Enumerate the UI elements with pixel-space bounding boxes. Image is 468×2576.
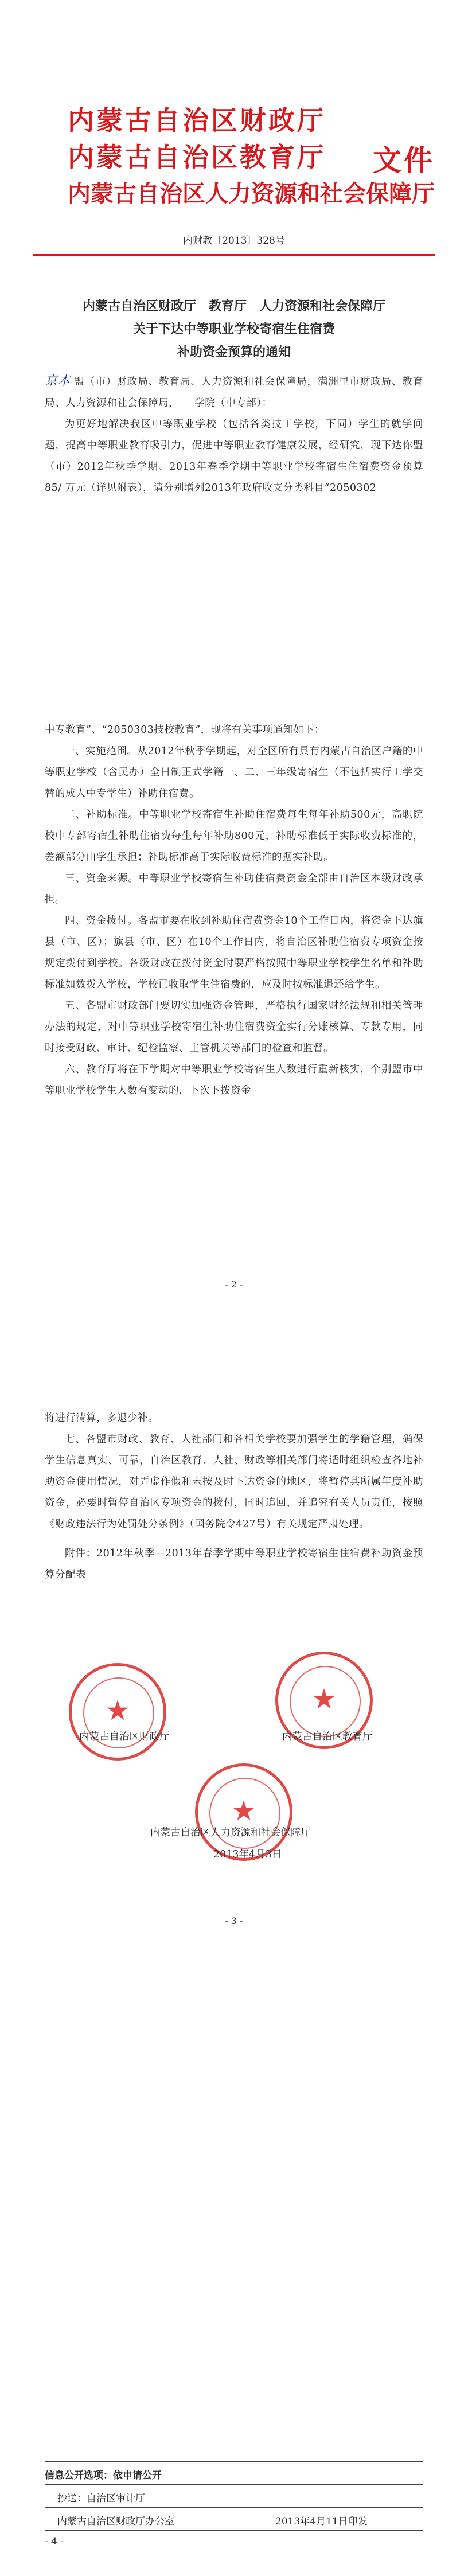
item-3: 三、资金来源。中等职业学校寄宿生补助住宿费资金全部由自治区本级财政承担。 [45, 873, 423, 905]
intro-paragraph: 为更好地解决我区中等职业学校（包括各类技工学校，下同）学生的就学问题，提高中等职业教育吸引力，促进中等职业教育健康发展，经研究，现下达你盟（市）2012年秋季学期、2013年春季学期中等职业学校寄宿生住宿费资金预算 85/ 万元（详见附表），请分别增列2013年政府收支分类科目“2050302 [45, 419, 423, 494]
page-number-2: - 2 - [225, 1279, 243, 1290]
page-number-4: - 4 - [45, 2536, 64, 2547]
continuation-paragraph-3: 将进行清算，多退少补。 [45, 1412, 158, 1424]
rule-mid-2 [45, 2507, 423, 2508]
item-5: 五、各盟市财政部门要切实加强资金管理，严格执行国家财经法规和相关管理办法的规定，对中等职业学校寄宿生补助住宿费资金实行分账核算、专款专用，同时接受财政、审计、纪检监察、主管机关等部门的检查和监督。 [45, 1000, 423, 1054]
item-2: 二、补助标准。中等职业学校寄宿生补助住宿费每生每年补助500元，高职院校中专部寄宿生补助住宿费每生每年补助800元，补助标准低于实际收费标准的，差额部分由学生承担；补助标准高于实际收费标准的据实补助。 [45, 809, 423, 863]
item-1: 一、实施范围。从2012年秋季学期起，对全区所有具有内蒙古自治区户籍的中等职业学校（含民办）全日制正式学籍一、二、三年级寄宿生（不包括实行工学交替的成人中专学生）补助住宿费。 [45, 746, 423, 799]
print-date: 2013年4月11日印发 [275, 2516, 368, 2527]
item-4: 四、资金拨付。各盟市要在收到补助住宿费资金10个工作日内，将资金下达旗县（市、区）；旗县（市、区）在10个工作日内，将自治区补助住宿费专项资金按规定拨付到学校。各级财政在拨付资金时要严格按照中等职业学校学生名单和补助标准如数拨入学校，学校已收取学生住宿费的，应及时按标准退还给学生。 [45, 915, 423, 990]
header-line-1: 内蒙古自治区财政厅 [68, 105, 326, 136]
item-7: 七、各盟市财政、教育、人社部门和各相关学校要加强学生的学籍管理，确保学生信息真实、可靠，自治区教育、人社、财政等相关部门将适时组织检查各地补助资金使用情况，对弄虚作假和未按及时下达资金的地区，将暂停其所属年度补助资金，必要时暂停自治区专项资金的拨付，同时追回，并追究有关人员责任，按照《财政违法行为处罚处分条例》（国务院令427号）有关规定严肃处理。 [45, 1434, 423, 1530]
seal-label-hr: 内蒙古自治区人力资源和社会保障厅 [150, 1827, 311, 1839]
page-2-body [45, 720, 423, 1102]
document-title [33, 295, 435, 364]
education-dept-seal: ★ [275, 1652, 373, 1749]
rule-mid-1 [45, 2484, 423, 2485]
attachment-line: 附件：2012年秋季—2013年春季学期中等职业学校寄宿生住宿费补助资金预算分配表 [45, 1548, 423, 1580]
rule-top [45, 2461, 423, 2462]
rule-bottom [45, 2530, 423, 2531]
document-header [68, 102, 435, 212]
header-line-2: 内蒙古自治区教育厅 [68, 142, 326, 173]
item-6: 六、教育厅将在下学期对中等职业学校寄宿生人数进行重新核实，个别盟市中等职业学校学生人数有变动的，下次下拨资金 [45, 1064, 423, 1096]
recipient-text: 盟（市）财政局、教育局、人力资源和社会保障局，满洲里市财政局、教育局、人力资源和社会保障局， 学院（中专部）： [45, 376, 423, 409]
document-number: 内财教〔2013〕328号 [183, 235, 285, 247]
title-line-3: 补助资金预算的通知 [177, 345, 291, 360]
continuation-paragraph: 中专教育”、“2050303技校教育”，现将有关事项通知如下： [45, 724, 325, 736]
cc-line: 抄送：自治区审计厅 [57, 2493, 145, 2504]
title-line-1: 内蒙古自治区财政厅 教育厅 人力资源和社会保障厅 [82, 299, 385, 314]
seal-label-finance: 内蒙古自治区财政厅 [79, 1731, 170, 1743]
issue-date: 2013年4月3日 [213, 1849, 282, 1860]
page-1-body [45, 370, 423, 499]
page-1 [0, 0, 468, 665]
disclosure-option: 信息公开选项：依申请公开 [45, 2470, 162, 2481]
handwritten-recipient: 京本 [45, 374, 71, 388]
recipient-line [45, 370, 423, 414]
header-file-label: 文件 [373, 143, 435, 177]
finance-dept-seal: ★ [69, 1663, 166, 1761]
page-number-3: - 3 - [225, 1915, 243, 1926]
title-line-2: 关于下达中等职业学校寄宿生住宿费 [132, 322, 335, 337]
seal-label-education: 内蒙古自治区教育厅 [282, 1731, 373, 1743]
header-line-3: 内蒙古自治区人力资源和社会保障厅 [68, 180, 435, 207]
hr-dept-seal: ★ [195, 1763, 292, 1861]
header-red-line [33, 254, 435, 256]
issuer-office: 内蒙古自治区财政厅办公室 [57, 2516, 174, 2527]
page-3-body [45, 1408, 423, 1586]
